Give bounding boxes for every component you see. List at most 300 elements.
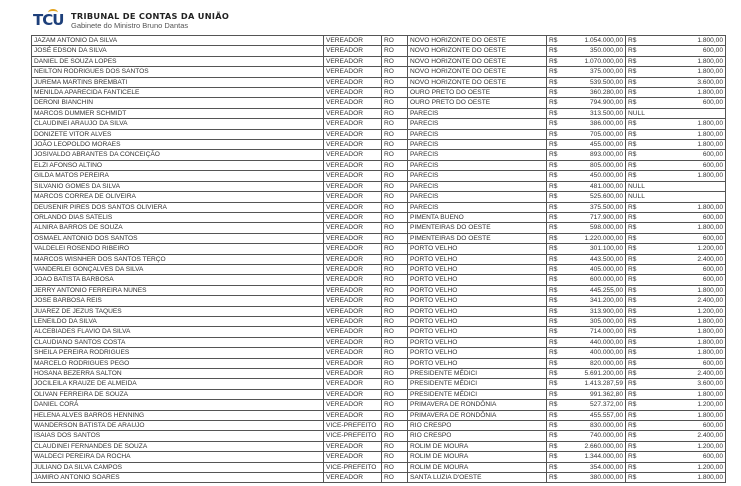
cell-municipio: PORTO VELHO [408, 264, 547, 274]
cell-currency-2: R$ [626, 212, 640, 222]
org-name: TRIBUNAL DE CONTAS DA UNIÃO [71, 10, 230, 21]
cell-uf: RO [382, 119, 408, 129]
cell-valor-1: 400.000,00 [561, 348, 626, 358]
cell-cargo: VEREADOR [324, 369, 382, 379]
cell-currency-1: R$ [547, 306, 561, 316]
cell-municipio: PARECIS [408, 202, 547, 212]
cell-cargo: VEREADOR [324, 233, 382, 243]
cell-valor-1: 350.000,00 [561, 46, 626, 56]
cell-valor-1: 1.220.000,00 [561, 233, 626, 243]
cell-valor-2: 2.400,00 [640, 254, 726, 264]
cell-uf: RO [382, 462, 408, 472]
cell-municipio: PORTO VELHO [408, 316, 547, 326]
cell-municipio: PARECIS [408, 192, 547, 202]
tcu-logo-icon [33, 11, 63, 29]
cell-cargo: VEREADOR [324, 88, 382, 98]
cell-currency-1: R$ [547, 160, 561, 170]
cell-valor-1: 740.000,00 [561, 431, 626, 441]
cell-currency-2: R$ [626, 441, 640, 451]
logo-swoosh [48, 9, 58, 16]
cell-cargo: VEREADOR [324, 140, 382, 150]
cell-uf: RO [382, 400, 408, 410]
cell-municipio: PORTO VELHO [408, 296, 547, 306]
cell-municipio: PARECIS [408, 108, 547, 118]
cell-municipio: PORTO VELHO [408, 327, 547, 337]
cell-cargo: VEREADOR [324, 36, 382, 46]
table-row [32, 275, 726, 285]
cell-valor-2: 600,00 [640, 358, 726, 368]
cell-name: SHEILA PEREIRA RODRIGUES [32, 348, 324, 358]
cell-municipio: PARECIS [408, 140, 547, 150]
table-row [32, 254, 726, 264]
cell-valor-2 [640, 181, 726, 191]
cell-uf: RO [382, 369, 408, 379]
cell-name: LENEILDO DA SILVA [32, 316, 324, 326]
cell-valor-1: 313.900,00 [561, 306, 626, 316]
cell-cargo: VEREADOR [324, 254, 382, 264]
cell-municipio: ROLIM DE MOURA [408, 441, 547, 451]
cell-currency-1: R$ [547, 358, 561, 368]
cell-name: JERRY ANTONIO FERREIRA NUNES [32, 285, 324, 295]
cell-currency-1: R$ [547, 327, 561, 337]
cell-currency-2: R$ [626, 431, 640, 441]
cell-valor-2: 600,00 [640, 150, 726, 160]
cell-currency-2: R$ [626, 400, 640, 410]
cell-valor-2: 1.800,00 [640, 171, 726, 181]
cell-uf: RO [382, 202, 408, 212]
cell-name: MARCOS DUMMER SCHMIDT [32, 108, 324, 118]
cell-municipio: PORTO VELHO [408, 348, 547, 358]
cell-name: MENILDA APARECIDA FANTICELE [32, 88, 324, 98]
cell-municipio: PORTO VELHO [408, 358, 547, 368]
cell-valor-1: 380.000,00 [561, 473, 626, 483]
cell-uf: RO [382, 140, 408, 150]
cell-valor-2: 600,00 [640, 233, 726, 243]
cell-cargo: VEREADOR [324, 171, 382, 181]
cell-currency-2: R$ [626, 389, 640, 399]
cell-name: ISAIAS DOS SANTOS [32, 431, 324, 441]
cell-currency-2: R$ [626, 452, 640, 462]
table-row [32, 119, 726, 129]
table-row [32, 223, 726, 233]
cell-currency-1: R$ [547, 431, 561, 441]
cell-uf: RO [382, 36, 408, 46]
cell-currency-1: R$ [547, 389, 561, 399]
table-row [32, 46, 726, 56]
table-row [32, 462, 726, 472]
table-row [32, 306, 726, 316]
cell-cargo: VEREADOR [324, 108, 382, 118]
cell-valor-2: 1.800,00 [640, 327, 726, 337]
cell-currency-1: R$ [547, 36, 561, 46]
cell-municipio: PRIMAVERA DE RONDÔNIA [408, 400, 547, 410]
cell-municipio: PARECIS [408, 150, 547, 160]
cell-name: JULIANO DA SILVA CAMPOS [32, 462, 324, 472]
cell-cargo: VEREADOR [324, 160, 382, 170]
table-row [32, 327, 726, 337]
cell-valor-1: 598.000,00 [561, 223, 626, 233]
cell-municipio: PIMENTA BUENO [408, 212, 547, 222]
cell-uf: RO [382, 223, 408, 233]
table-row [32, 212, 726, 222]
cell-currency-2: R$ [626, 46, 640, 56]
cell-valor-2: 1.800,00 [640, 56, 726, 66]
cell-valor-2: 1.200,00 [640, 244, 726, 254]
cell-cargo: VEREADOR [324, 181, 382, 191]
cell-name: VALDELEI ROSENDO RIBEIRO [32, 244, 324, 254]
cell-municipio: PRESIDENTE MÉDICI [408, 379, 547, 389]
cell-cargo: VEREADOR [324, 441, 382, 451]
cell-currency-1: R$ [547, 285, 561, 295]
cell-uf: RO [382, 431, 408, 441]
cell-municipio: RIO CRESPO [408, 421, 547, 431]
cell-name: JOCILEILA KRAUZE DE ALMEIDA [32, 379, 324, 389]
cell-cargo: VEREADOR [324, 379, 382, 389]
cabinet-subtitle: Gabinete do Ministro Bruno Dantas [71, 20, 189, 30]
cell-currency-1: R$ [547, 77, 561, 87]
table-row [32, 150, 726, 160]
cell-valor-1: 991.362,80 [561, 389, 626, 399]
table-row [32, 171, 726, 181]
cell-name: JUREMA MARTINS BREMBATI [32, 77, 324, 87]
cell-valor-2: 1.200,00 [640, 306, 726, 316]
cell-cargo: VEREADOR [324, 400, 382, 410]
cell-uf: RO [382, 379, 408, 389]
cell-name: GILDA MATOS PEREIRA [32, 171, 324, 181]
table-row [32, 160, 726, 170]
cell-name: MARCOS WISNHER DOS SANTOS TERÇO [32, 254, 324, 264]
cell-currency-1: R$ [547, 119, 561, 129]
cell-cargo: VEREADOR [324, 296, 382, 306]
cell-municipio: NOVO HORIZONTE DO OESTE [408, 56, 547, 66]
cell-municipio: PARECIS [408, 160, 547, 170]
cell-currency-2: R$ [626, 223, 640, 233]
cell-currency-1: R$ [547, 275, 561, 285]
cell-valor-1: 1.344.000,00 [561, 452, 626, 462]
table-row [32, 348, 726, 358]
cell-municipio: RIO CRESPO [408, 431, 547, 441]
cell-cargo: VEREADOR [324, 192, 382, 202]
cell-currency-1: R$ [547, 140, 561, 150]
cell-valor-2: 1.800,00 [640, 202, 726, 212]
cell-municipio: PORTO VELHO [408, 254, 547, 264]
cell-name: CLAUDIANO SANTOS COSTA [32, 337, 324, 347]
cell-currency-1: R$ [547, 296, 561, 306]
table-row [32, 379, 726, 389]
cell-valor-1: 375.000,00 [561, 67, 626, 77]
cell-name: DEUSENIR PIRES DOS SANTOS OLIVIERA [32, 202, 324, 212]
table-row [32, 77, 726, 87]
cell-valor-2: 3.600,00 [640, 77, 726, 87]
cell-uf: RO [382, 212, 408, 222]
cell-municipio: ROLIM DE MOURA [408, 452, 547, 462]
cell-cargo: VEREADOR [324, 223, 382, 233]
cell-cargo: VEREADOR [324, 389, 382, 399]
cell-municipio: ROLIM DE MOURA [408, 462, 547, 472]
cell-uf: RO [382, 88, 408, 98]
cell-uf: RO [382, 264, 408, 274]
cell-uf: RO [382, 181, 408, 191]
cell-cargo: VEREADOR [324, 306, 382, 316]
cell-cargo: VEREADOR [324, 452, 382, 462]
table-row [32, 410, 726, 420]
table-row [32, 431, 726, 441]
cell-valor-1: 481.000,00 [561, 181, 626, 191]
table-row [32, 264, 726, 274]
cell-currency-2: R$ [626, 379, 640, 389]
cell-valor-2: 1.800,00 [640, 140, 726, 150]
table-row [32, 181, 726, 191]
cell-valor-2: 1.800,00 [640, 337, 726, 347]
cell-currency-2: R$ [626, 202, 640, 212]
cell-name: MARCOS CORREA DE OLIVEIRA [32, 192, 324, 202]
candidates-table [31, 35, 726, 483]
cell-valor-1: 313.500,00 [561, 108, 626, 118]
table-row [32, 285, 726, 295]
cell-currency-2: R$ [626, 254, 640, 264]
table-row [32, 88, 726, 98]
cell-municipio: NOVO HORIZONTE DO OESTE [408, 36, 547, 46]
cell-valor-2: 1.800,00 [640, 410, 726, 420]
cell-valor-2: 600,00 [640, 98, 726, 108]
cell-currency-2: R$ [626, 244, 640, 254]
cell-currency-1: R$ [547, 316, 561, 326]
cell-cargo: VEREADOR [324, 358, 382, 368]
cell-name: WANDERSON BATISTA DE ARAUJO [32, 421, 324, 431]
cell-currency-1: R$ [547, 108, 561, 118]
cell-valor-1: 305.000,00 [561, 316, 626, 326]
cell-name: NEILTON RODRIGUES DOS SANTOS [32, 67, 324, 77]
cell-uf: RO [382, 171, 408, 181]
table-row [32, 400, 726, 410]
cell-valor-1: 5.691.200,00 [561, 369, 626, 379]
cell-valor-1: 386.000,00 [561, 119, 626, 129]
cell-currency-1: R$ [547, 441, 561, 451]
cell-valor-2: 3.600,00 [640, 379, 726, 389]
cell-name: MARCELO RODRIGUES PEGO [32, 358, 324, 368]
cell-currency-2: R$ [626, 316, 640, 326]
cell-currency-1: R$ [547, 67, 561, 77]
cell-currency-1: R$ [547, 473, 561, 483]
cell-uf: RO [382, 129, 408, 139]
cell-currency-2: R$ [626, 36, 640, 46]
cell-cargo: VEREADOR [324, 56, 382, 66]
cell-cargo: VICE-PREFEITO [324, 431, 382, 441]
cell-currency-1: R$ [547, 192, 561, 202]
cell-name: JOÃO LEOPOLDO MORAES [32, 140, 324, 150]
cell-uf: RO [382, 254, 408, 264]
cell-valor-1: 705.000,00 [561, 129, 626, 139]
cell-municipio: PORTO VELHO [408, 275, 547, 285]
cell-currency-1: R$ [547, 150, 561, 160]
cell-currency-2: R$ [626, 129, 640, 139]
cell-cargo: VEREADOR [324, 67, 382, 77]
cell-currency-2: NULL [626, 108, 640, 118]
cell-municipio: OURO PRETO DO OESTE [408, 88, 547, 98]
cell-valor-1: 405.000,00 [561, 264, 626, 274]
cell-currency-1: R$ [547, 348, 561, 358]
cell-currency-2: R$ [626, 77, 640, 87]
table-row [32, 389, 726, 399]
cell-currency-2: R$ [626, 348, 640, 358]
cell-valor-2: 2.400,00 [640, 296, 726, 306]
cell-name: DONIZETE VITOR ALVES [32, 129, 324, 139]
cell-currency-1: R$ [547, 337, 561, 347]
cell-valor-2: 600,00 [640, 452, 726, 462]
cell-currency-2: R$ [626, 306, 640, 316]
cell-valor-2: 600,00 [640, 264, 726, 274]
cell-uf: RO [382, 56, 408, 66]
cell-valor-1: 375.500,00 [561, 202, 626, 212]
cell-currency-1: R$ [547, 400, 561, 410]
cell-valor-2: 2.400,00 [640, 369, 726, 379]
table-row [32, 202, 726, 212]
cell-currency-2: R$ [626, 160, 640, 170]
cell-cargo: VEREADOR [324, 327, 382, 337]
cell-valor-2: 1.800,00 [640, 88, 726, 98]
cell-municipio: PORTO VELHO [408, 337, 547, 347]
cell-currency-2: R$ [626, 171, 640, 181]
cell-uf: RO [382, 296, 408, 306]
cell-valor-1: 443.500,00 [561, 254, 626, 264]
cell-uf: RO [382, 244, 408, 254]
cell-currency-1: R$ [547, 369, 561, 379]
cell-valor-2: 600,00 [640, 46, 726, 56]
cell-valor-2: 600,00 [640, 275, 726, 285]
cell-name: JOSE BARBOSA REIS [32, 296, 324, 306]
cell-name: CLAUDINEI ARAUJO DA SILVA [32, 119, 324, 129]
table-row [32, 36, 726, 46]
cell-valor-2: 600,00 [640, 421, 726, 431]
cell-uf: RO [382, 46, 408, 56]
cell-currency-2: R$ [626, 264, 640, 274]
cell-name: DERONI BIANCHIN [32, 98, 324, 108]
cell-uf: RO [382, 233, 408, 243]
cell-cargo: VEREADOR [324, 473, 382, 483]
table-row [32, 67, 726, 77]
cell-currency-2: R$ [626, 56, 640, 66]
cell-currency-1: R$ [547, 46, 561, 56]
cell-currency-2: R$ [626, 327, 640, 337]
cell-valor-1: 440.000,00 [561, 337, 626, 347]
cell-currency-1: R$ [547, 129, 561, 139]
cell-valor-2: 1.800,00 [640, 389, 726, 399]
cell-name: VANDERLEI GONÇALVES DA SILVA [32, 264, 324, 274]
document-header [33, 8, 229, 32]
cell-uf: RO [382, 452, 408, 462]
cell-valor-1: 450.000,00 [561, 171, 626, 181]
cell-currency-1: R$ [547, 98, 561, 108]
cell-valor-2: 1.200,00 [640, 441, 726, 451]
table-row [32, 316, 726, 326]
cell-uf: RO [382, 327, 408, 337]
cell-valor-1: 794.900,00 [561, 98, 626, 108]
cell-cargo: VEREADOR [324, 212, 382, 222]
cell-currency-1: R$ [547, 233, 561, 243]
cell-valor-1: 830.000,00 [561, 421, 626, 431]
cell-currency-2: R$ [626, 140, 640, 150]
cell-valor-2: 2.400,00 [640, 431, 726, 441]
cell-cargo: VEREADOR [324, 275, 382, 285]
cell-currency-2: R$ [626, 462, 640, 472]
cell-municipio: NOVO HORIZONTE DO OESTE [408, 46, 547, 56]
cell-valor-1: 341.200,00 [561, 296, 626, 306]
cell-municipio: NOVO HORIZONTE DO OESTE [408, 67, 547, 77]
cell-currency-2: R$ [626, 369, 640, 379]
cell-uf: RO [382, 348, 408, 358]
cell-valor-2: 1.800,00 [640, 119, 726, 129]
cell-name: DANIEL CORÁ [32, 400, 324, 410]
cell-currency-2: R$ [626, 285, 640, 295]
cell-cargo: VEREADOR [324, 244, 382, 254]
cell-municipio: PARECIS [408, 129, 547, 139]
cell-currency-2: R$ [626, 275, 640, 285]
cell-currency-2: R$ [626, 98, 640, 108]
table-row [32, 358, 726, 368]
cell-currency-2: R$ [626, 88, 640, 98]
cell-uf: RO [382, 160, 408, 170]
cell-cargo: VEREADOR [324, 119, 382, 129]
cell-name: JOAO BATISTA BARBOSA [32, 275, 324, 285]
cell-currency-2: R$ [626, 67, 640, 77]
table-row [32, 244, 726, 254]
cell-valor-1: 445.255,00 [561, 285, 626, 295]
cell-uf: RO [382, 275, 408, 285]
cell-currency-2: R$ [626, 119, 640, 129]
cell-cargo: VEREADOR [324, 316, 382, 326]
cell-municipio: PORTO VELHO [408, 306, 547, 316]
cell-valor-2: 1.800,00 [640, 316, 726, 326]
cell-uf: RO [382, 150, 408, 160]
cell-currency-1: R$ [547, 379, 561, 389]
cell-currency-1: R$ [547, 202, 561, 212]
cell-valor-1: 525.600,00 [561, 192, 626, 202]
cell-uf: RO [382, 389, 408, 399]
cell-valor-1: 714.000,00 [561, 327, 626, 337]
cell-name: CLAUDINEI FERNANDES DE SOUZA [32, 441, 324, 451]
cell-valor-2: 600,00 [640, 212, 726, 222]
cell-municipio: PARECIS [408, 181, 547, 191]
cell-currency-1: R$ [547, 264, 561, 274]
cell-municipio: PIMENTEIRAS DO OESTE [408, 233, 547, 243]
cell-name: HOSANA BEZERRA SALTON [32, 369, 324, 379]
cell-municipio: PORTO VELHO [408, 244, 547, 254]
logo-text: TCU [33, 11, 64, 29]
cell-valor-1: 455.557,00 [561, 410, 626, 420]
cell-valor-2: 1.800,00 [640, 36, 726, 46]
table-row [32, 140, 726, 150]
cell-valor-1: 2.660.000,00 [561, 441, 626, 451]
cell-uf: RO [382, 410, 408, 420]
cell-valor-2: 1.200,00 [640, 462, 726, 472]
cell-currency-1: R$ [547, 452, 561, 462]
cell-currency-1: R$ [547, 181, 561, 191]
table-row [32, 421, 726, 431]
cell-cargo: VEREADOR [324, 150, 382, 160]
cell-name: OLIVAN FERREIRA DE SOUZA [32, 389, 324, 399]
cell-valor-1: 539.500,00 [561, 77, 626, 87]
cell-municipio: PRESIDENTE MÉDICI [408, 389, 547, 399]
cell-name: WALDECI PEREIRA DA ROCHA [32, 452, 324, 462]
cell-currency-1: R$ [547, 212, 561, 222]
cell-uf: RO [382, 337, 408, 347]
cell-uf: RO [382, 77, 408, 87]
cell-municipio: PARECIS [408, 119, 547, 129]
table-row [32, 337, 726, 347]
cell-currency-2: R$ [626, 421, 640, 431]
cell-municipio: PORTO VELHO [408, 285, 547, 295]
cell-cargo: VICE-PREFEITO [324, 462, 382, 472]
